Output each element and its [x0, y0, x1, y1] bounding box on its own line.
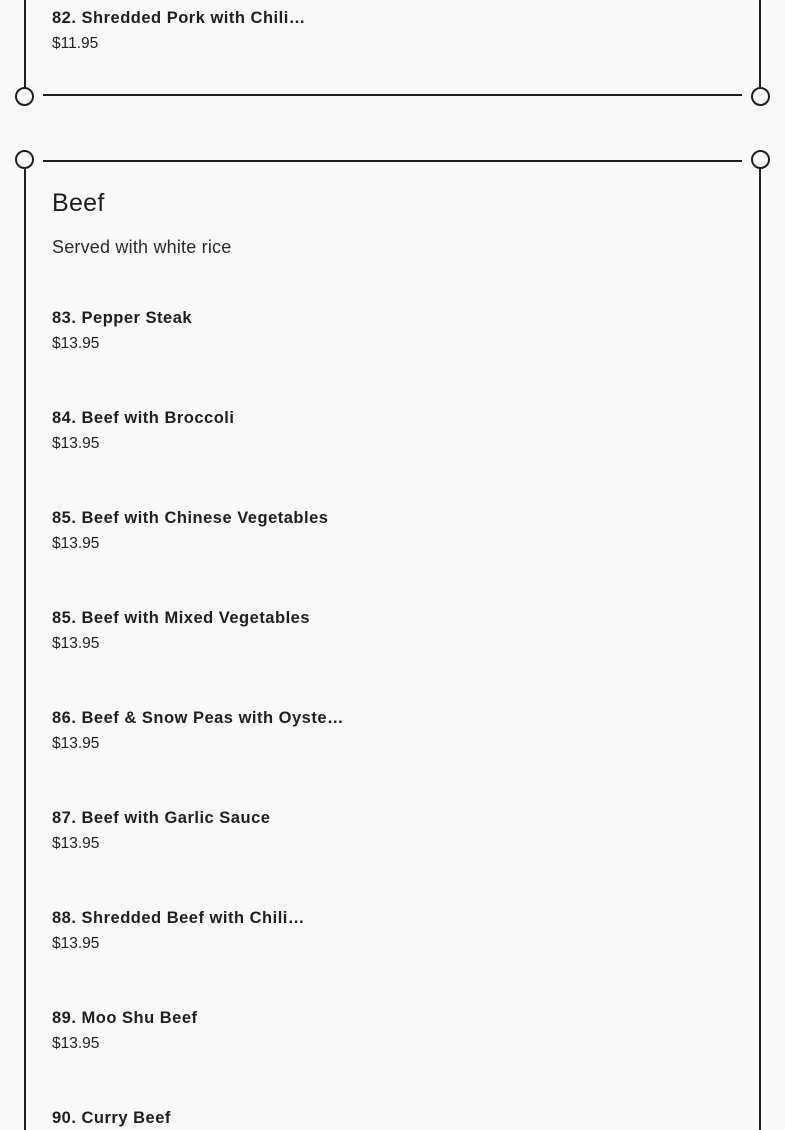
card-corner-ornament: [751, 150, 770, 169]
menu-item[interactable]: [52, 308, 712, 354]
card-bottom-border: [43, 94, 742, 96]
menu-item-price: $13.95: [52, 1035, 100, 1052]
previous-category-card: [24, 0, 761, 96]
menu-item-price: $13.95: [52, 835, 100, 852]
menu-item-name[interactable]: 85. Beef with Chinese Vegetables: [52, 509, 329, 527]
menu-item-name[interactable]: 85. Beef with Mixed Vegetables: [52, 609, 311, 627]
card-corner-ornament: [751, 87, 770, 106]
menu-item[interactable]: [52, 708, 712, 754]
menu-item-name[interactable]: 86. Beef & Snow Peas with Oyste…: [52, 709, 345, 727]
menu-item-price: $13.95: [52, 535, 100, 552]
menu-item[interactable]: [52, 1008, 712, 1054]
category-description: Served with white rice: [52, 237, 232, 257]
category-title: Beef: [52, 189, 105, 217]
menu-item[interactable]: [52, 908, 712, 954]
menu-item[interactable]: [52, 808, 712, 854]
menu-item-name[interactable]: 82. Shredded Pork with Chili…: [52, 9, 306, 27]
menu-item[interactable]: [52, 608, 712, 654]
menu-item-name[interactable]: 83. Pepper Steak: [52, 309, 193, 327]
menu-item-price: $13.95: [52, 635, 100, 652]
menu-item[interactable]: [52, 508, 712, 554]
menu-item-price: $13.95: [52, 735, 100, 752]
menu-item-name[interactable]: 88. Shredded Beef with Chili…: [52, 909, 305, 927]
menu-item-name[interactable]: 90. Curry Beef: [52, 1109, 171, 1127]
card-top-border: [43, 160, 742, 162]
menu-item-price: $13.95: [52, 435, 100, 452]
beef-category-card: [24, 160, 761, 1130]
menu-item[interactable]: [52, 1108, 712, 1130]
menu-item[interactable]: [52, 8, 712, 54]
menu-item-price: $11.95: [52, 35, 99, 52]
menu-item-name[interactable]: 87. Beef with Garlic Sauce: [52, 809, 271, 827]
menu-item-price: $13.95: [52, 335, 100, 352]
card-corner-ornament: [15, 150, 34, 169]
menu-item-name[interactable]: 84. Beef with Broccoli: [52, 409, 235, 427]
menu-item[interactable]: [52, 408, 712, 454]
menu-item-price: $13.95: [52, 935, 100, 952]
menu-item-name[interactable]: 89. Moo Shu Beef: [52, 1009, 198, 1027]
card-corner-ornament: [15, 87, 34, 106]
